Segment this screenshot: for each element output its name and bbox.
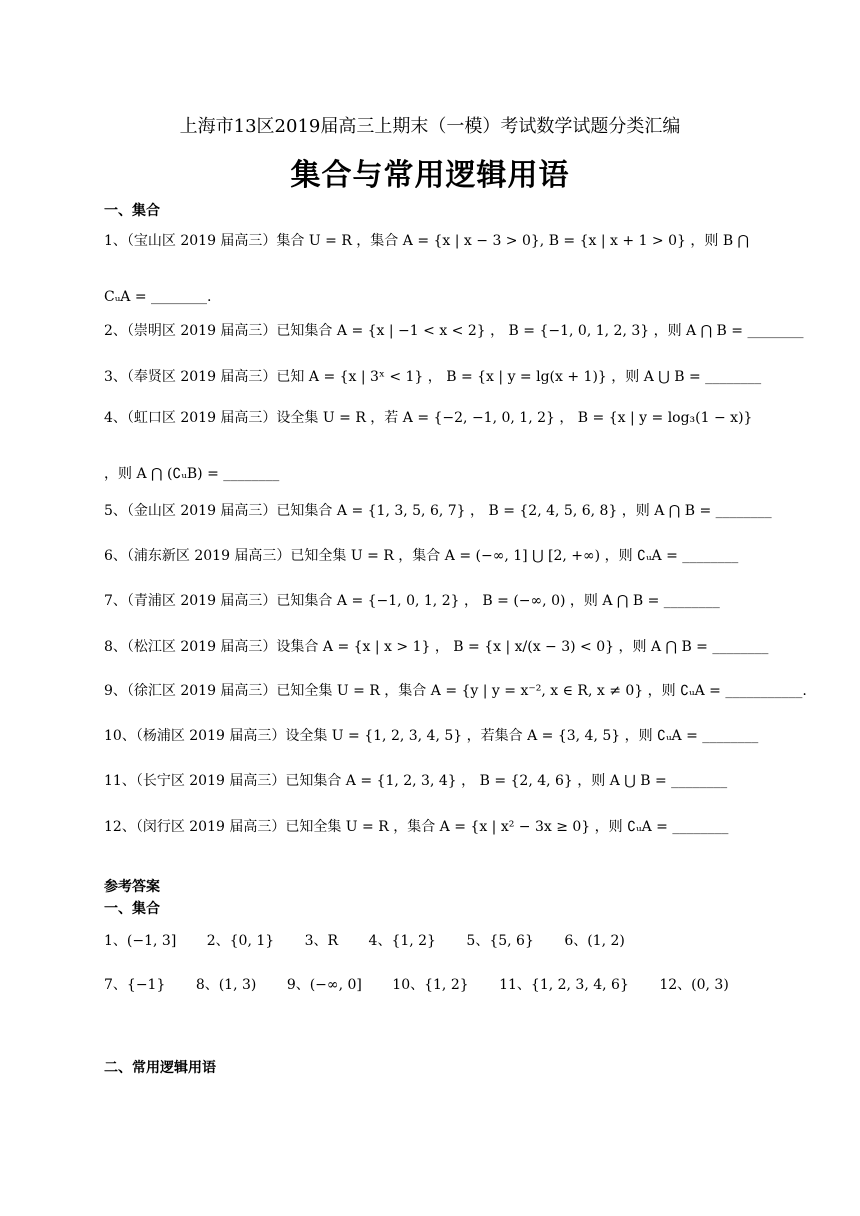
section-heading-logic: 二、常用逻辑用语 xyxy=(104,1060,216,1076)
document-subtitle: 上海市13区2019届高三上期末（一模）考试数学试题分类汇编 xyxy=(179,116,681,137)
question-10: 10、（杨浦区 2019 届高三）设全集 U = {1, 2, 3, 4, 5} ，若集合 A = {3, 4, 5} ，则 ∁ᵤA = ________ xyxy=(104,728,759,744)
answer-11: 11、{1, 2, 3, 4, 6} xyxy=(499,977,629,993)
section-heading-sets: 一、集合 xyxy=(104,203,160,219)
question-9: 9、（徐汇区 2019 届高三）已知全集 U = R ，集合 A = {y | y = x⁻², x ∈ R, x ≠ 0} ，则 ∁ᵤA = ___________. xyxy=(104,683,807,699)
answer-row-1 xyxy=(104,930,651,950)
answer-1: 1、(−1, 3] xyxy=(104,933,177,949)
answer-10: 10、{1, 2} xyxy=(392,977,469,993)
answer-row-2 xyxy=(104,974,755,994)
answer-6: 6、(1, 2) xyxy=(564,933,625,949)
question-2: 2、（崇明区 2019 届高三）已知集合 A = {x | −1 < x < 2} ， B = {−1, 0, 1, 2, 3} ，则 A ⋂ B = ________ xyxy=(104,323,804,339)
answer-12: 12、(0, 3) xyxy=(659,977,729,993)
answer-5: 5、{5, 6} xyxy=(466,933,534,949)
answer-8: 8、(1, 3) xyxy=(195,977,257,993)
question-8: 8、（松江区 2019 届高三）设集合 A = {x | x > 1} ， B = {x | x/(x − 3) < 0} ，则 A ⋂ B = ________ xyxy=(104,639,769,655)
question-6: 6、（浦东新区 2019 届高三）已知全集 U = R ，集合 A = (−∞, 1] ⋃ [2, +∞) ，则 ∁ᵤA = ________ xyxy=(104,548,739,564)
answer-3: 3、R xyxy=(304,933,339,949)
question-11: 11、（长宁区 2019 届高三）已知集合 A = {1, 2, 3, 4} ， B = {2, 4, 6} ，则 A ⋃ B = ________ xyxy=(104,773,728,789)
question-5: 5、（金山区 2019 届高三）已知集合 A = {1, 3, 5, 6, 7} ， B = {2, 4, 5, 6, 8} ，则 A ⋂ B = ________ xyxy=(104,503,772,519)
answers-section-heading: 一、集合 xyxy=(104,901,160,917)
answer-7: 7、{−1} xyxy=(104,977,166,993)
question-3: 3、（奉贤区 2019 届高三）已知 A = {x | 3ˣ < 1} ， B = {x | y = lg(x + 1)} ，则 A ⋃ B = ________ xyxy=(104,369,762,385)
answer-4: 4、{1, 2} xyxy=(368,933,436,949)
answers-heading: 参考答案 xyxy=(104,879,160,895)
question-4: 4、（虹口区 2019 届高三）设全集 U = R ，若 A = {−2, −1, 0, 1, 2} ， B = {x | y = log₃(1 − x)} ，则 A ⋂ (∁ᵤB) = ________ xyxy=(104,410,753,482)
document-title: 集合与常用逻辑用语 xyxy=(290,158,570,193)
answer-9: 9、(−∞, 0] xyxy=(286,977,362,993)
question-7: 7、（青浦区 2019 届高三）已知集合 A = {−1, 0, 1, 2} ， B = (−∞, 0) ，则 A ⋂ B = ________ xyxy=(104,593,720,609)
question-1: 1、（宝山区 2019 届高三）集合 U = R ，集合 A = {x | x − 3 > 0}, B = {x | x + 1 > 0} ，则 B ⋂ CᵤA = ________. xyxy=(104,233,750,305)
answer-2: 2、{0, 1} xyxy=(206,933,275,949)
question-12: 12、（闵行区 2019 届高三）已知全集 U = R ，集合 A = {x | x² − 3x ≥ 0} ，则 ∁ᵤA = ________ xyxy=(104,819,729,835)
